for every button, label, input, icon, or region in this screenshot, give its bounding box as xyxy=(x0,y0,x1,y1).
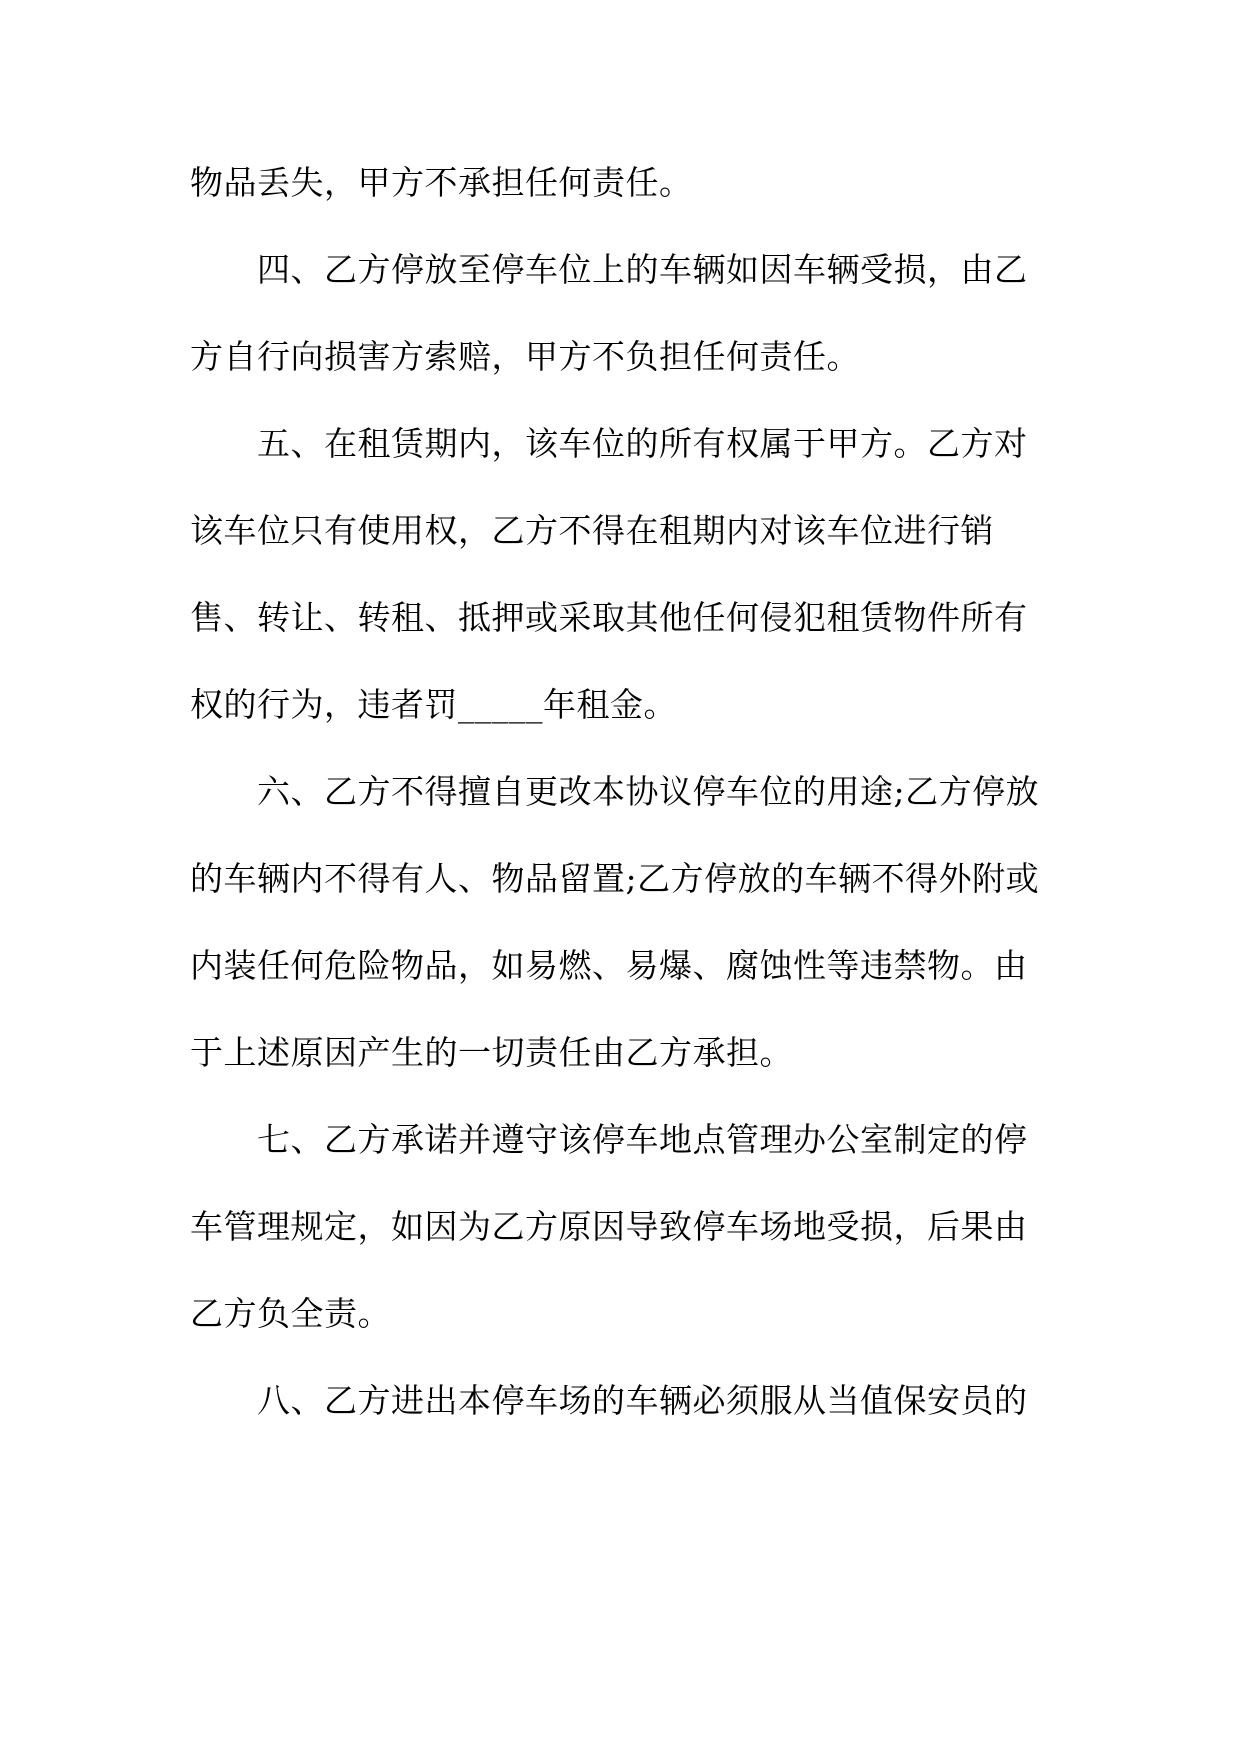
paragraph-line: 乙方负全责。 xyxy=(190,1294,391,1333)
paragraph-line: 内装任何危险物品，如易燃、易爆、腐蚀性等违禁物。由 xyxy=(190,946,1028,985)
paragraph-line: 售、转让、转租、抵押或采取其他任何侵犯租赁物件所有 xyxy=(190,598,1028,637)
paragraph-line: 于上述原因产生的一切责任由乙方承担。 xyxy=(190,1033,793,1072)
paragraph-line: 七、乙方承诺并遵守该停车地点管理办公室制定的停 xyxy=(257,1120,1028,1159)
paragraph-line: 六、乙方不得擅自更改本协议停车位的用途;乙方停放 xyxy=(257,772,1040,811)
paragraph-line: 物品丢失，甲方不承担任何责任。 xyxy=(190,163,693,202)
paragraph-line: 四、乙方停放至停车位上的车辆如因车辆受损，由乙 xyxy=(257,250,1028,289)
paragraph-line: 的车辆内不得有人、物品留置;乙方停放的车辆不得外附或 xyxy=(190,859,1040,898)
paragraph-line: 该车位只有使用权，乙方不得在租期内对该车位进行销 xyxy=(190,511,994,550)
paragraph-line: 五、在租赁期内，该车位的所有权属于甲方。乙方对 xyxy=(257,424,1028,463)
paragraph-line: 八、乙方进出本停车场的车辆必须服从当值保安员的 xyxy=(257,1381,1028,1420)
paragraph-line: 方自行向损害方索赔，甲方不负担任何责任。 xyxy=(190,337,860,376)
paragraph-line: 权的行为，违者罚_____年租金。 xyxy=(190,685,677,724)
paragraph-line: 车管理规定，如因为乙方原因导致停车场地受损，后果由 xyxy=(190,1207,1028,1246)
